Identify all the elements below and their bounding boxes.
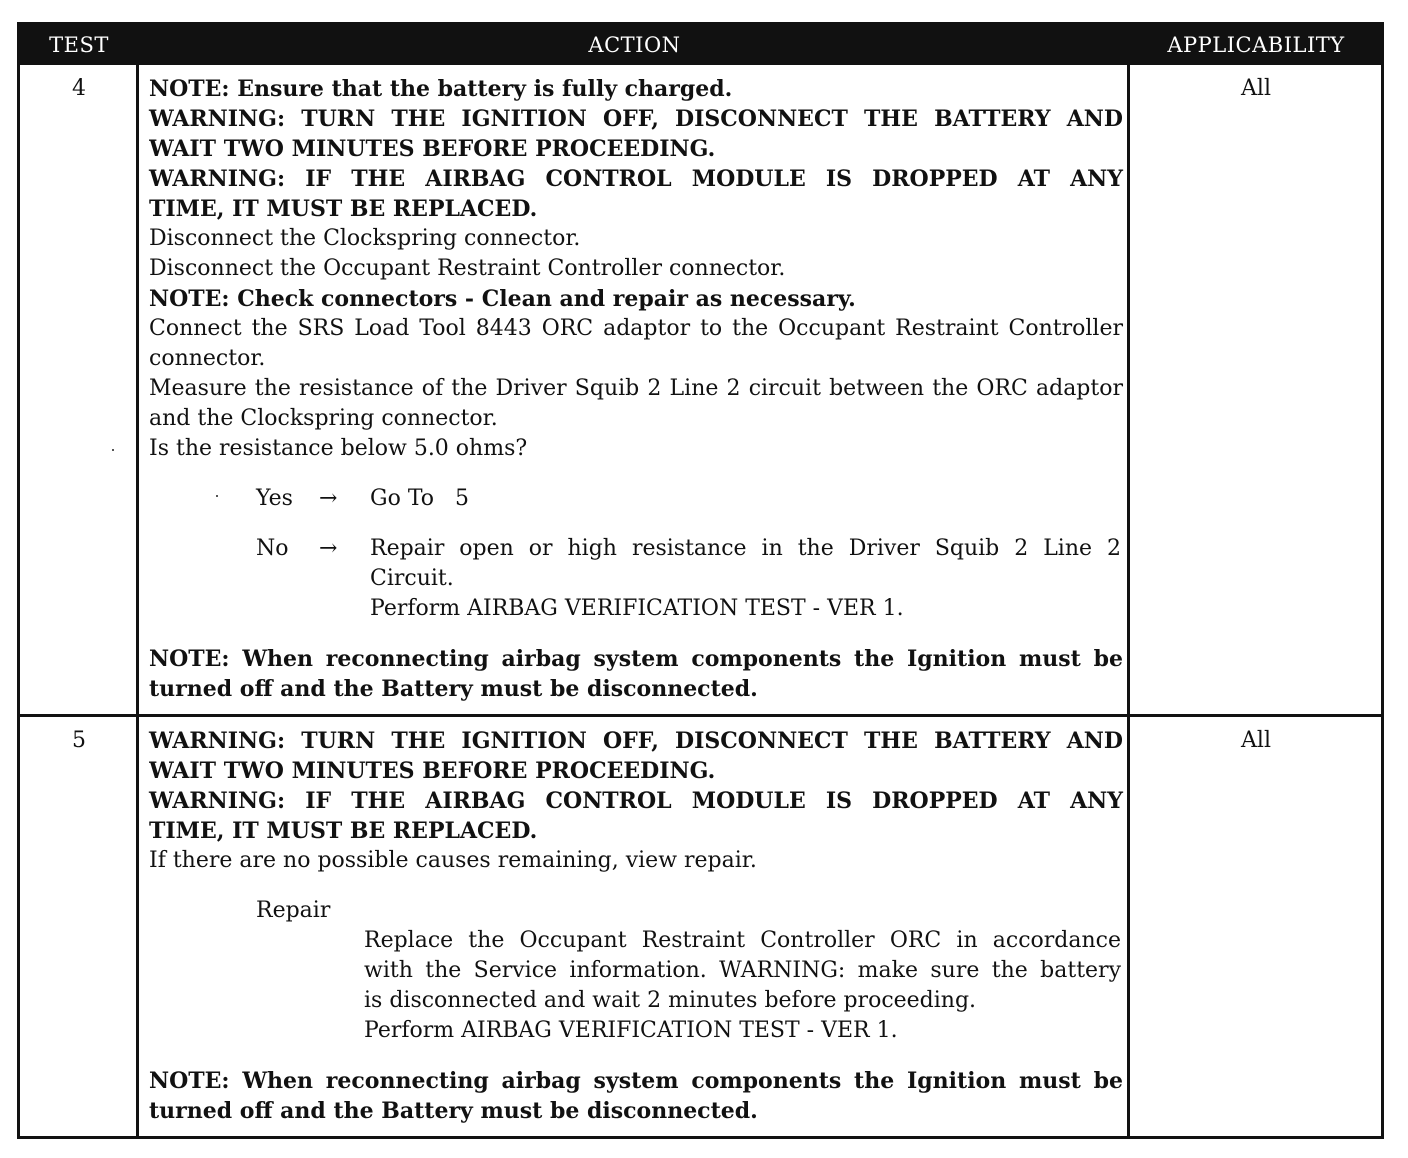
warning-ignition-off-l2: WAIT TWO MINUTES BEFORE PROCEEDING. [149, 136, 716, 162]
warning-ignition-off-l1: WARNING: TURN THE IGNITION OFF, DISCONNECT THE BATTERY AND [149, 728, 1123, 754]
step-measure-resistance-l2: and the Clockspring connector. [149, 406, 498, 431]
action-cell-4 [149, 74, 1123, 704]
table-header [20, 25, 1381, 65]
test-number-4: 4 [72, 76, 86, 101]
arrow-right-icon: → [319, 486, 338, 511]
step-disconnect-clockspring: Disconnect the Clockspring connector. [149, 226, 581, 251]
action-cell-5 [149, 726, 1123, 1126]
header-test: TEST [49, 33, 109, 57]
note-reconnecting-l2: turned off and the Battery must be disconnected. [149, 1098, 758, 1124]
choice-no-label: No [256, 536, 289, 561]
warning-ignition-off-l1: WARNING: TURN THE IGNITION OFF, DISCONNECT THE BATTERY AND [149, 106, 1123, 132]
note-reconnecting-l1: NOTE: When reconnecting airbag system components the Ignition must be [149, 1068, 1123, 1094]
choice-no [149, 534, 1123, 564]
warning-module-dropped-l1: WARNING: IF THE AIRBAG CONTROL MODULE IS DROPPED AT ANY [149, 788, 1123, 814]
note-battery-charged: NOTE: Ensure that the battery is fully charged. [149, 76, 733, 102]
diagnostic-table [17, 22, 1384, 1139]
scan-speck [112, 449, 114, 451]
choice-no-result-l3: Perform AIRBAG VERIFICATION TEST - VER 1. [370, 596, 904, 621]
step-view-repair: If there are no possible causes remaining, view repair. [149, 848, 757, 873]
column-divider-applicability [1127, 65, 1130, 1136]
question-resistance: Is the resistance below 5.0 ohms? [149, 436, 528, 461]
choice-yes-result: Go To 5 [370, 486, 469, 511]
warning-module-dropped-l2: TIME, IT MUST BE REPLACED. [149, 818, 538, 844]
step-connect-load-tool-l1: Connect the SRS Load Tool 8443 ORC adaptor to the Occupant Restraint Controller [149, 316, 1123, 341]
arrow-right-icon: → [319, 536, 338, 561]
choice-yes-label: Yes [256, 486, 293, 511]
row-divider [20, 714, 1381, 717]
applicability-4: All [1241, 76, 1271, 101]
test-number-5: 5 [72, 728, 86, 753]
warning-ignition-off-l2: WAIT TWO MINUTES BEFORE PROCEEDING. [149, 758, 716, 784]
choice-no-result-l1: Repair open or high resistance in the Driver Squib 2 Line 2 [370, 536, 1121, 561]
scan-speck [216, 495, 218, 497]
applicability-5: All [1241, 728, 1271, 753]
note-reconnecting-l1: NOTE: When reconnecting airbag system components the Ignition must be [149, 646, 1123, 672]
column-divider-test [136, 65, 139, 1136]
repair-l3: is disconnected and wait 2 minutes before proceeding. [364, 988, 977, 1013]
note-reconnecting-l2: turned off and the Battery must be disconnected. [149, 676, 758, 702]
repair-l4: Perform AIRBAG VERIFICATION TEST - VER 1. [364, 1018, 898, 1043]
step-connect-load-tool-l2: connector. [149, 346, 266, 371]
step-measure-resistance-l1: Measure the resistance of the Driver Squib 2 Line 2 circuit between the ORC adaptor [149, 376, 1123, 401]
repair-l2: with the Service information. WARNING: make sure the battery [364, 958, 1121, 983]
repair-label: Repair [256, 898, 331, 923]
choice-yes [149, 484, 1123, 514]
header-applicability: APPLICABILITY [1167, 33, 1345, 57]
step-disconnect-orc: Disconnect the Occupant Restraint Controller connector. [149, 256, 786, 281]
repair-l1: Replace the Occupant Restraint Controller ORC in accordance [364, 928, 1121, 953]
note-check-connectors: NOTE: Check connectors - Clean and repair as necessary. [149, 286, 856, 312]
warning-module-dropped-l1: WARNING: IF THE AIRBAG CONTROL MODULE IS DROPPED AT ANY [149, 166, 1123, 192]
warning-module-dropped-l2: TIME, IT MUST BE REPLACED. [149, 196, 538, 222]
repair-instructions [364, 926, 1121, 1046]
choice-no-result-l2: Circuit. [370, 566, 454, 591]
header-action: ACTION [588, 33, 681, 57]
